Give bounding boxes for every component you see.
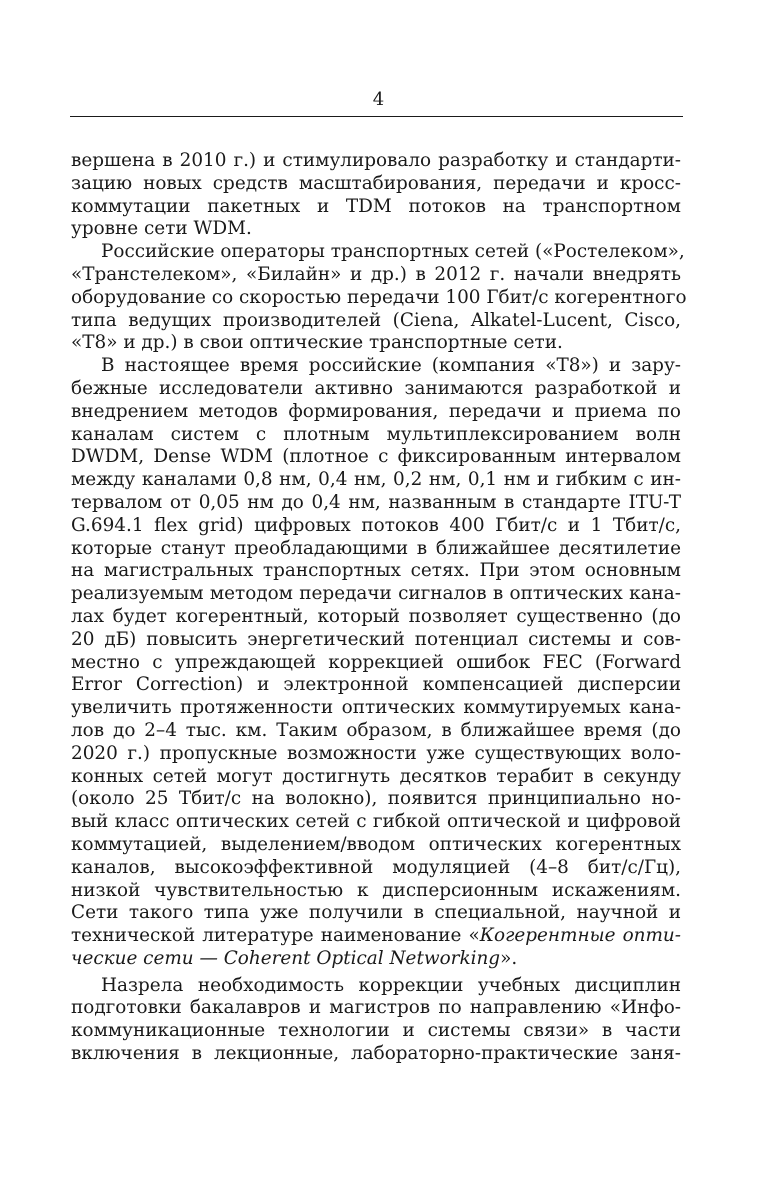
text-fragment: технической литературе наименование « [71,925,480,947]
paragraph-2 [71,241,687,355]
text-line: (около 25 Тбит/с на волокно), появится принципиально но- [71,788,681,810]
italic-term: Когерентные опти- [479,925,681,947]
text-line: В настоящее время российские (компания «Т8») и зару- [101,355,681,377]
text-line: бежные исследователи активно занимаются разработкой и [71,377,681,399]
text-line: DWDM, Dense WDM (плотное с фиксированным интервалом [71,446,681,468]
text-line: конных сетей могут достигнуть десятков терабит в секунду [71,765,681,787]
page-number: 4 [372,89,385,110]
text-line: Российские операторы транспортных сетей («Ростелеком», [101,241,685,263]
body-text [71,150,687,1066]
text-line: 2020 г.) пропускные возможности уже существующих воло- [71,742,681,764]
text-line [71,925,681,948]
text-line: тервалом от 0,05 нм до 0,4 нм, названным в стандарте ITU-T [71,491,681,513]
paragraph-1 [71,150,681,241]
text-line: местно с упреждающей коррекцией ошибок FEC (Forward [71,651,681,673]
text-line: реализуемым методом передачи сигналов в оптических кана- [71,583,681,605]
text-line: подготовки бакалавров и магистров по направлению «Инфо- [71,997,681,1019]
text-line: увеличить протяженности оптических коммутируемых кана- [71,697,681,719]
text-line: между каналами 0,8 нм, 0,4 нм, 0,2 нм, 0,1 нм и гибким с ин- [71,469,681,491]
paragraph-3 [71,355,681,971]
text-line: G.694.1 flex grid) цифровых потоков 400 Гбит/с и 1 Тбит/с, [71,514,681,536]
text-line [71,948,681,971]
text-line: Назрела необходимость коррекции учебных дисциплин [101,974,681,996]
text-line: каналов, высокоэффективной модуляцией (4–8 бит/с/Гц), [71,856,681,878]
text-line: 20 дБ) повысить энергетический потенциал системы и сов- [71,628,681,650]
text-line: типа ведущих производителей (Ciena, Alkatel-Lucent, Cisco, [71,309,681,331]
text-line: «Т8» и др.) в свои оптические транспортные сети. [71,332,563,354]
text-line: вый класс оптических сетей с гибкой оптической и цифровой [71,811,681,833]
text-line: Сети такого типа уже получили в специальной, научной и [71,902,681,924]
text-line: коммутацией, выделением/вводом оптических когерентных [71,833,681,855]
text-line: на магистральных транспортных сетях. При этом основным [71,560,681,582]
text-line: лов до 2–4 тыс. км. Таким образом, в ближайшее время (до [71,719,681,741]
text-line: низкой чувствительностью к дисперсионным искажениям. [71,879,681,901]
paragraph-4 [71,975,681,1066]
text-fragment: ». [500,947,518,969]
text-line: лах будет когерентный, который позволяет существенно (до [71,605,681,627]
text-line: зацию новых средств масштабирования, передачи и кросс- [71,172,681,194]
text-line: «Транстелеком», «Билайн» и др.) в 2012 г. начали внедрять [71,263,681,285]
header-rule [70,116,683,117]
text-line: которые станут преобладающими в ближайшее десятилетие [71,537,681,559]
text-line: коммуникационные технологии и системы связи» в части [71,1020,681,1042]
text-line: внедрением методов формирования, передачи и приема по [71,400,681,422]
text-line: Error Correction) и электронной компенсацией дисперсии [71,674,681,696]
italic-term: ческие сети — Coherent Optical Networking [71,947,501,969]
text-line: уровне сети WDM. [71,218,252,240]
text-line: вершена в 2010 г.) и стимулировало разработку и стандарти- [71,150,681,171]
text-line: каналам систем с плотным мультиплексированием волн [71,423,681,445]
text-line: оборудование со скоростью передачи 100 Гбит/с когерентного [71,286,687,308]
text-line: коммутации пакетных и TDM потоков на транспортном [71,195,681,217]
text-line: включения в лекционные, лабораторно-практические заня- [71,1043,681,1065]
